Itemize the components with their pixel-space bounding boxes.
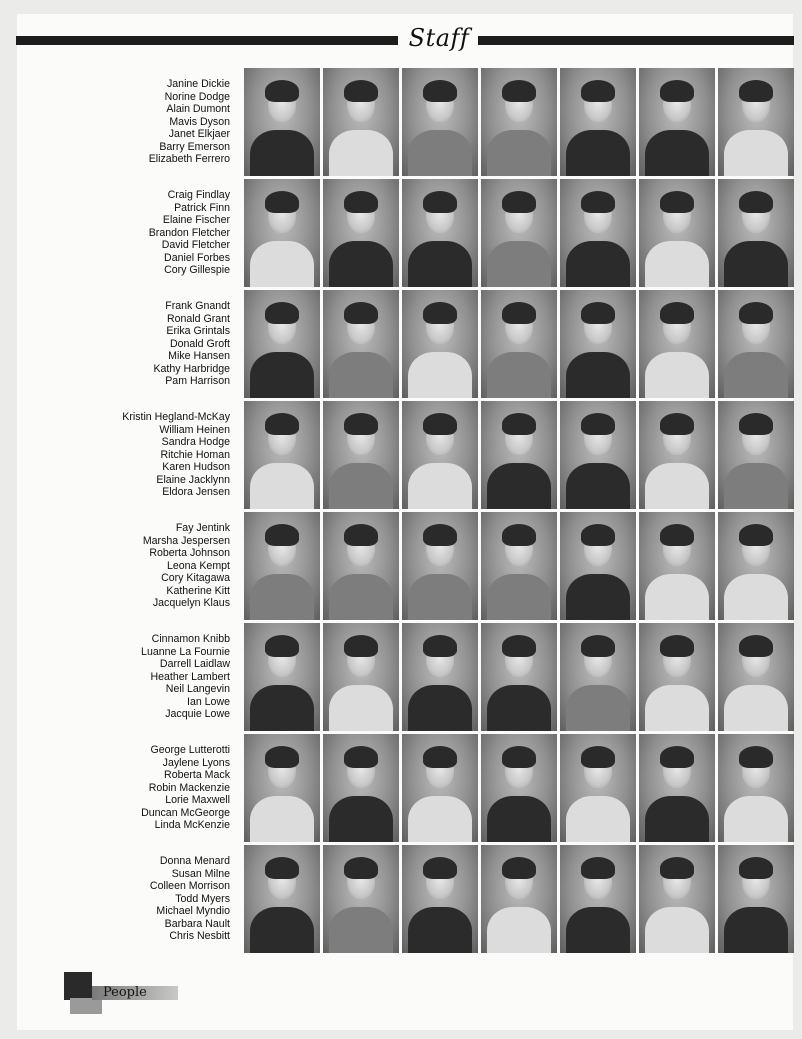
portrait-hair — [344, 524, 378, 546]
staff-name: Donald Groft — [169, 337, 230, 350]
portrait-body — [408, 241, 472, 287]
staff-portrait — [323, 290, 399, 398]
staff-portrait — [402, 68, 478, 176]
portrait-hair — [739, 857, 773, 879]
portrait-hair — [265, 80, 299, 102]
staff-name: Neil Langevin — [165, 683, 230, 695]
staff-portrait — [639, 845, 715, 953]
portrait-hair — [423, 857, 457, 879]
portrait-body — [487, 463, 551, 509]
staff-name: Jaylene Lyons — [162, 756, 230, 769]
portrait-body — [329, 241, 393, 287]
portrait-hair — [660, 413, 694, 435]
portrait-body — [329, 685, 393, 731]
staff-name: Brandon Fletcher — [148, 226, 230, 239]
staff-portrait — [481, 179, 557, 287]
portrait-body — [566, 907, 630, 953]
staff-portrait — [560, 179, 636, 287]
portrait-hair — [344, 80, 378, 102]
staff-portrait — [244, 68, 320, 176]
staff-name: Alain Dumont — [166, 103, 230, 115]
portrait-hair — [423, 635, 457, 657]
portrait-hair — [423, 191, 457, 213]
staff-portrait — [560, 290, 636, 398]
portrait-body — [645, 130, 709, 176]
portrait-body — [250, 685, 314, 731]
portrait-hair — [265, 524, 299, 546]
portrait-hair — [423, 302, 457, 324]
portrait-hair — [423, 746, 457, 768]
staff-portrait — [402, 512, 478, 620]
portrait-body — [645, 241, 709, 287]
staff-name: Ian Lowe — [187, 695, 230, 708]
staff-name: Fay Jentink — [175, 522, 230, 534]
staff-portrait — [244, 845, 320, 953]
staff-name-list — [100, 522, 230, 610]
portrait-hair — [344, 746, 378, 768]
staff-portrait — [639, 512, 715, 620]
portrait-hair — [423, 524, 457, 546]
staff-name: Katherine Kitt — [166, 584, 230, 597]
staff-name-list — [100, 300, 230, 388]
portrait-hair — [502, 746, 536, 768]
staff-portrait — [323, 512, 399, 620]
staff-name: Donna Menard — [159, 855, 230, 867]
portrait-body — [408, 685, 472, 731]
staff-name: Duncan McGeorge — [141, 806, 230, 819]
portrait-hair — [739, 746, 773, 768]
portrait-hair — [265, 413, 299, 435]
staff-portrait — [402, 623, 478, 731]
staff-portrait — [718, 179, 794, 287]
portrait-body — [487, 241, 551, 287]
portrait-body — [329, 130, 393, 176]
portrait-body — [487, 130, 551, 176]
portrait-hair — [660, 635, 694, 657]
portrait-hair — [265, 857, 299, 879]
portrait-body — [250, 352, 314, 398]
staff-name: Karen Hudson — [162, 461, 230, 473]
staff-portrait — [718, 845, 794, 953]
portrait-body — [566, 685, 630, 731]
staff-name: Robin Mackenzie — [148, 781, 230, 794]
staff-portrait — [718, 512, 794, 620]
portrait-body — [408, 907, 472, 953]
staff-name: Janet Elkjaer — [168, 128, 230, 140]
staff-portrait — [481, 734, 557, 842]
portrait-body — [487, 574, 551, 620]
portrait-body — [645, 907, 709, 953]
staff-portrait — [718, 68, 794, 176]
portrait-hair — [660, 746, 694, 768]
staff-name: Frank Gnandt — [165, 300, 230, 312]
portrait-body — [329, 463, 393, 509]
portrait-hair — [581, 746, 615, 768]
portrait-hair — [265, 302, 299, 324]
portrait-body — [645, 352, 709, 398]
portrait-hair — [581, 857, 615, 879]
staff-name: Mavis Dyson — [169, 115, 230, 128]
portrait-body — [329, 796, 393, 842]
staff-row — [0, 290, 802, 400]
staff-portrait — [718, 623, 794, 731]
staff-portrait — [244, 401, 320, 509]
portrait-hair — [660, 857, 694, 879]
staff-portrait — [402, 290, 478, 398]
portrait-body — [566, 463, 630, 509]
staff-portrait — [718, 401, 794, 509]
staff-portrait — [323, 845, 399, 953]
staff-portrait — [639, 179, 715, 287]
portrait-body — [566, 241, 630, 287]
staff-row — [0, 623, 802, 733]
staff-name-list — [100, 744, 230, 832]
portrait-hair — [502, 635, 536, 657]
staff-portrait — [560, 845, 636, 953]
footer-section-label: People — [103, 985, 147, 1000]
staff-name: Michael Myndio — [156, 905, 230, 917]
staff-name: Elaine Jacklynn — [156, 473, 230, 486]
portrait-body — [329, 352, 393, 398]
portrait-hair — [739, 524, 773, 546]
portrait-body — [408, 796, 472, 842]
portrait-body — [566, 574, 630, 620]
staff-name: Craig Findlay — [167, 189, 230, 201]
staff-name: Mike Hansen — [168, 350, 230, 362]
staff-name-list — [100, 78, 230, 166]
staff-portrait — [639, 623, 715, 731]
portrait-body — [487, 907, 551, 953]
portrait-body — [724, 907, 788, 953]
staff-portrait — [323, 734, 399, 842]
portrait-body — [724, 352, 788, 398]
staff-portrait — [560, 401, 636, 509]
staff-portrait — [402, 179, 478, 287]
staff-portrait — [402, 845, 478, 953]
portrait-hair — [502, 80, 536, 102]
portrait-body — [250, 574, 314, 620]
portrait-body — [645, 685, 709, 731]
staff-portrait — [718, 734, 794, 842]
portrait-hair — [581, 302, 615, 324]
section-title: Staff — [408, 24, 470, 52]
portrait-body — [408, 352, 472, 398]
portrait-hair — [739, 302, 773, 324]
staff-name: Darrell Laidlaw — [159, 658, 230, 670]
portrait-body — [645, 574, 709, 620]
staff-name: Pam Harrison — [165, 375, 230, 387]
staff-portrait — [244, 290, 320, 398]
staff-portrait — [639, 290, 715, 398]
portrait-body — [566, 130, 630, 176]
portrait-hair — [344, 635, 378, 657]
staff-portrait — [244, 512, 320, 620]
staff-portrait — [560, 734, 636, 842]
staff-portrait — [402, 401, 478, 509]
staff-name: Elaine Fischer — [162, 214, 230, 226]
staff-portrait — [560, 68, 636, 176]
staff-name: Linda McKenzie — [154, 819, 230, 831]
portrait-hair — [581, 80, 615, 102]
staff-name: Marsha Jespersen — [142, 534, 230, 547]
portrait-hair — [265, 746, 299, 768]
portrait-body — [408, 574, 472, 620]
portrait-body — [408, 130, 472, 176]
staff-portrait — [481, 401, 557, 509]
staff-name: Eldora Jensen — [162, 486, 230, 498]
staff-portrait — [639, 401, 715, 509]
portrait-body — [487, 685, 551, 731]
staff-name: Ronald Grant — [166, 312, 230, 325]
portrait-hair — [502, 857, 536, 879]
portrait-hair — [344, 413, 378, 435]
portrait-body — [724, 463, 788, 509]
staff-row — [0, 845, 802, 955]
portrait-body — [329, 907, 393, 953]
staff-portrait — [244, 179, 320, 287]
portrait-body — [645, 796, 709, 842]
staff-name: Kathy Harbridge — [153, 362, 230, 375]
portrait-hair — [739, 635, 773, 657]
footer-decoration-dark — [64, 972, 92, 1000]
staff-name: Colleen Morrison — [149, 880, 230, 892]
portrait-body — [566, 796, 630, 842]
staff-name: Barry Emerson — [159, 140, 230, 153]
staff-name-list — [100, 189, 230, 277]
staff-name: Norine Dodge — [164, 90, 230, 103]
staff-portrait — [402, 734, 478, 842]
portrait-body — [250, 241, 314, 287]
staff-portrait — [481, 68, 557, 176]
portrait-body — [250, 907, 314, 953]
staff-portrait — [481, 512, 557, 620]
staff-portrait — [560, 512, 636, 620]
staff-name: Jacquie Lowe — [165, 708, 230, 720]
portrait-body — [408, 463, 472, 509]
staff-name: Todd Myers — [175, 892, 230, 905]
staff-name: Susan Milne — [171, 867, 230, 880]
portrait-hair — [660, 191, 694, 213]
portrait-hair — [739, 413, 773, 435]
header-rule-right — [478, 36, 794, 45]
staff-portrait — [244, 734, 320, 842]
staff-portrait — [481, 623, 557, 731]
portrait-hair — [581, 413, 615, 435]
staff-name: Kristin Hegland-McKay — [122, 411, 230, 423]
portrait-hair — [502, 413, 536, 435]
portrait-body — [724, 796, 788, 842]
header-rule-left — [16, 36, 398, 45]
staff-portrait — [323, 401, 399, 509]
staff-name: Elizabeth Ferrero — [148, 153, 230, 165]
staff-portrait — [481, 845, 557, 953]
portrait-hair — [502, 524, 536, 546]
portrait-hair — [423, 80, 457, 102]
portrait-hair — [660, 80, 694, 102]
portrait-hair — [265, 191, 299, 213]
staff-name: Luanne La Fournie — [141, 645, 230, 658]
portrait-body — [250, 796, 314, 842]
staff-name: Janine Dickie — [166, 78, 230, 90]
staff-name: Chris Nesbitt — [169, 930, 230, 942]
staff-name: Patrick Finn — [174, 201, 230, 214]
staff-portrait — [323, 68, 399, 176]
portrait-body — [724, 130, 788, 176]
portrait-hair — [660, 524, 694, 546]
staff-name: Leona Kempt — [166, 559, 230, 572]
staff-row — [0, 512, 802, 622]
portrait-hair — [581, 524, 615, 546]
staff-name: David Fletcher — [161, 239, 230, 251]
portrait-hair — [502, 302, 536, 324]
portrait-body — [724, 574, 788, 620]
staff-name: Roberta Mack — [164, 769, 230, 781]
portrait-body — [250, 463, 314, 509]
portrait-hair — [739, 80, 773, 102]
staff-portrait — [639, 68, 715, 176]
staff-name-list — [100, 411, 230, 499]
staff-name: Sandra Hodge — [161, 436, 230, 448]
portrait-hair — [739, 191, 773, 213]
staff-name: Lorie Maxwell — [165, 794, 230, 806]
staff-name: Barbara Nault — [164, 917, 230, 930]
portrait-hair — [581, 635, 615, 657]
portrait-hair — [344, 302, 378, 324]
portrait-body — [487, 352, 551, 398]
staff-row — [0, 179, 802, 289]
staff-name: Heather Lambert — [150, 670, 230, 683]
staff-name: Roberta Johnson — [149, 547, 230, 559]
staff-portrait — [323, 179, 399, 287]
staff-row — [0, 68, 802, 178]
staff-name-list — [100, 855, 230, 943]
portrait-body — [566, 352, 630, 398]
portrait-hair — [344, 857, 378, 879]
portrait-body — [724, 685, 788, 731]
staff-row — [0, 401, 802, 511]
portrait-hair — [502, 191, 536, 213]
staff-portrait — [481, 290, 557, 398]
staff-row — [0, 734, 802, 844]
staff-name: Jacquelyn Klaus — [152, 597, 230, 609]
portrait-hair — [581, 191, 615, 213]
portrait-hair — [265, 635, 299, 657]
staff-portrait — [560, 623, 636, 731]
staff-name: Cory Gillespie — [164, 264, 230, 276]
staff-portrait — [718, 290, 794, 398]
portrait-body — [724, 241, 788, 287]
staff-name: William Heinen — [159, 423, 230, 436]
staff-name: Cory Kitagawa — [161, 572, 230, 584]
staff-name-list — [100, 633, 230, 721]
portrait-hair — [423, 413, 457, 435]
staff-name: Cinnamon Knibb — [151, 633, 230, 645]
staff-name: Daniel Forbes — [164, 251, 230, 264]
footer-decoration-light — [70, 998, 102, 1014]
portrait-body — [645, 463, 709, 509]
portrait-body — [329, 574, 393, 620]
portrait-hair — [344, 191, 378, 213]
staff-portrait — [639, 734, 715, 842]
staff-portrait — [323, 623, 399, 731]
staff-name: Ritchie Homan — [160, 448, 230, 461]
staff-name: George Lutterotti — [150, 744, 230, 756]
portrait-body — [250, 130, 314, 176]
portrait-hair — [660, 302, 694, 324]
staff-name: Erika Grintals — [166, 325, 230, 337]
portrait-body — [487, 796, 551, 842]
staff-portrait — [244, 623, 320, 731]
